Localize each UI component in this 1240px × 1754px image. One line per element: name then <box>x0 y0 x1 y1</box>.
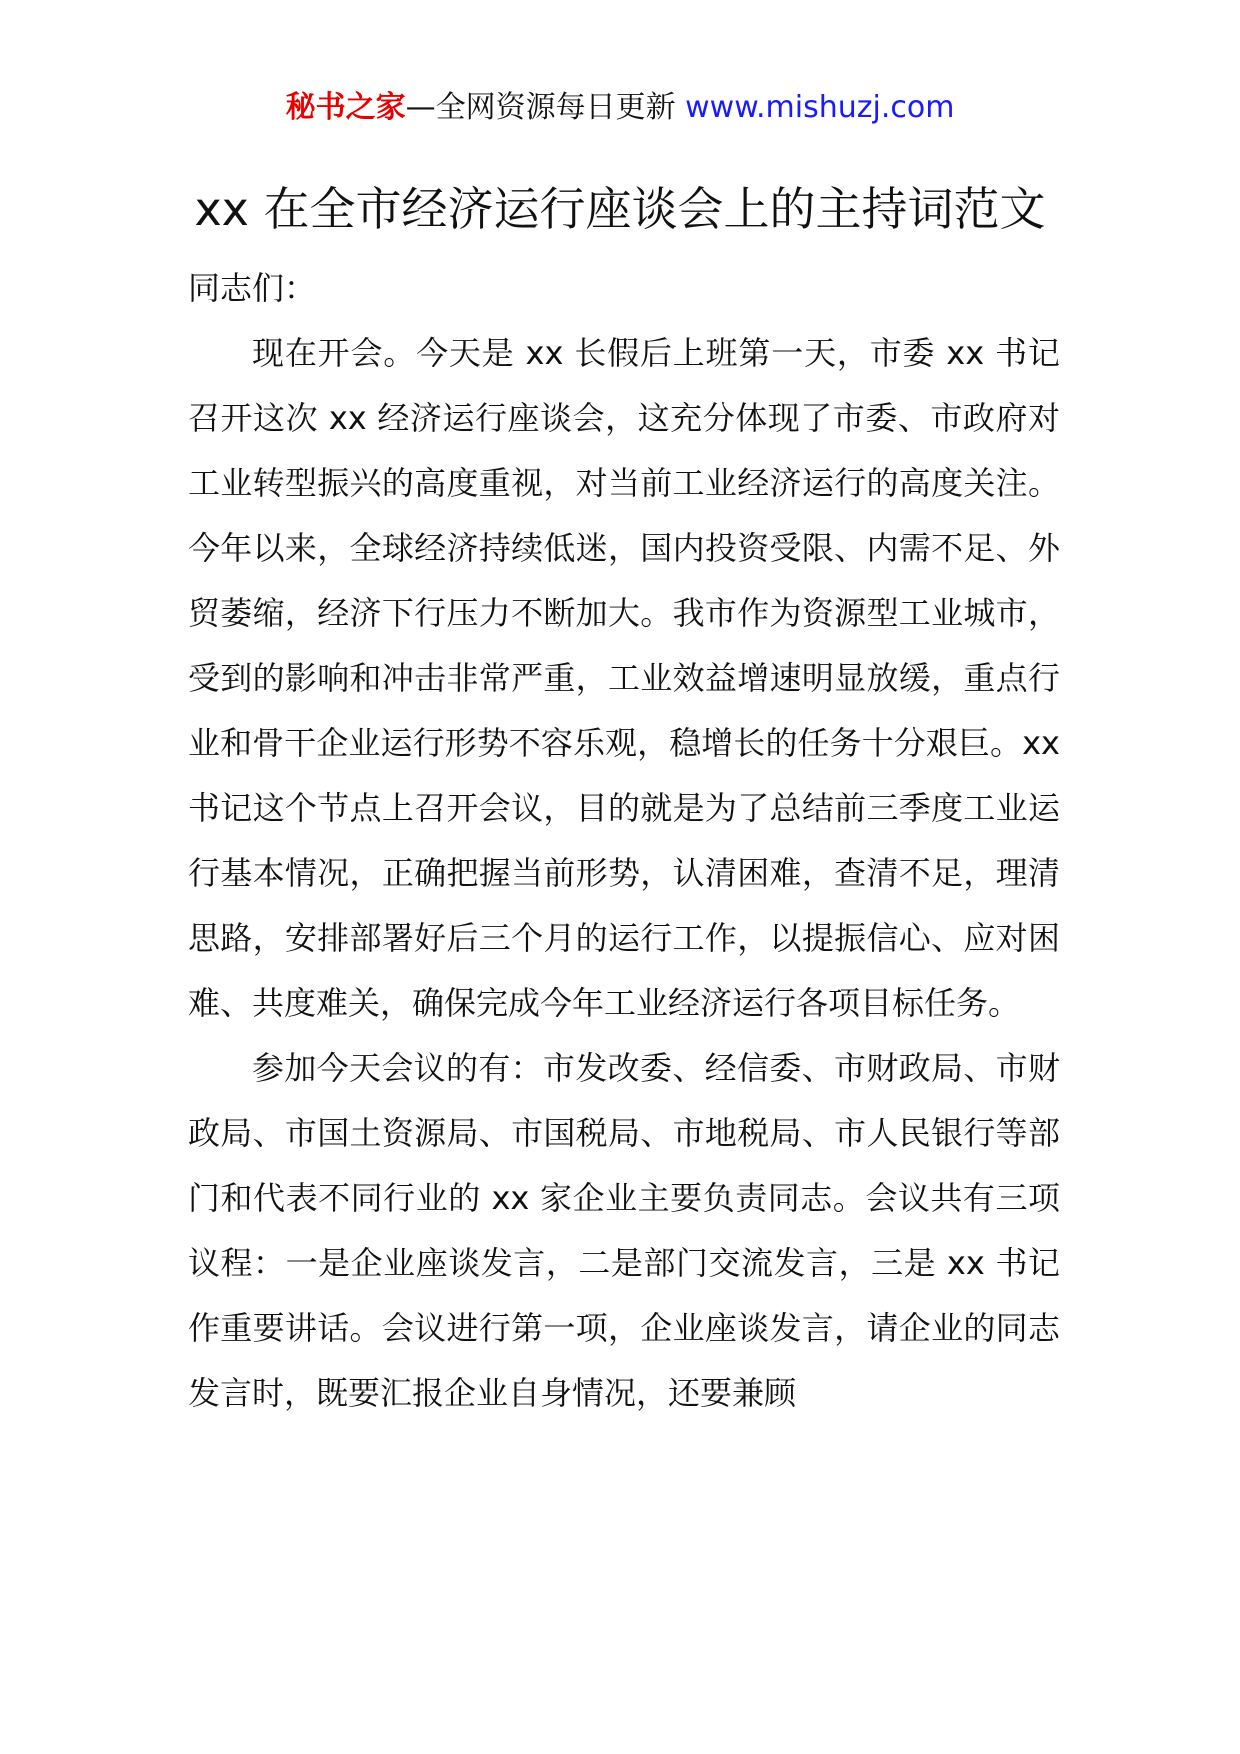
document-body <box>188 256 1060 1426</box>
paragraph-attendees: 参加今天会议的有：市发改委、经信委、市财政局、市财政局、市国土资源局、市国税局、市地税局、市人民银行等部门和代表不同行业的 xx 家企业主要负责同志。会议共有三项议程：一是企业座谈发言，二是部门交流发言，三是 xx 书记作重要讲话。会议进行第一项，企业座谈发言，请企业的同志发言时，既要汇报企业自身情况，还要兼顾 <box>188 1049 1060 1412</box>
site-header <box>0 86 1240 130</box>
document-title: xx 在全市经济运行座谈会上的主持词范文 <box>194 182 1046 236</box>
greeting: 同志们： <box>188 269 317 307</box>
site-url-link[interactable]: www.mishuzj.com <box>685 90 955 125</box>
paragraph-opening: 现在开会。今天是 xx 长假后上班第一天，市委 xx 书记召开这次 xx 经济运行座谈会，这充分体现了市委、市政府对工业转型振兴的高度重视，对当前工业经济运行的高度关注。今年以来，全球经济持续低迷，国内投资受限、内需不足、外贸萎缩，经济下行压力不断加大。我市作为资源型工业城市，受到的影响和冲击非常严重，工业效益增速明显放缓，重点行业和骨干企业运行形势不容乐观，稳增长的任务十分艰巨。xx 书记这个节点上召开会议，目的就是为了总结前三季度工业运行基本情况，正确把握当前形势，认清困难，查清不足，理清思路，安排部署好后三个月的运行工作，以提振信心、应对困难、共度难关，确保完成今年工业经济运行各项目标任务。 <box>188 334 1060 1022</box>
header-tagline: —全网资源每日更新 <box>405 90 676 125</box>
brand-name: 秘书之家 <box>285 90 406 125</box>
